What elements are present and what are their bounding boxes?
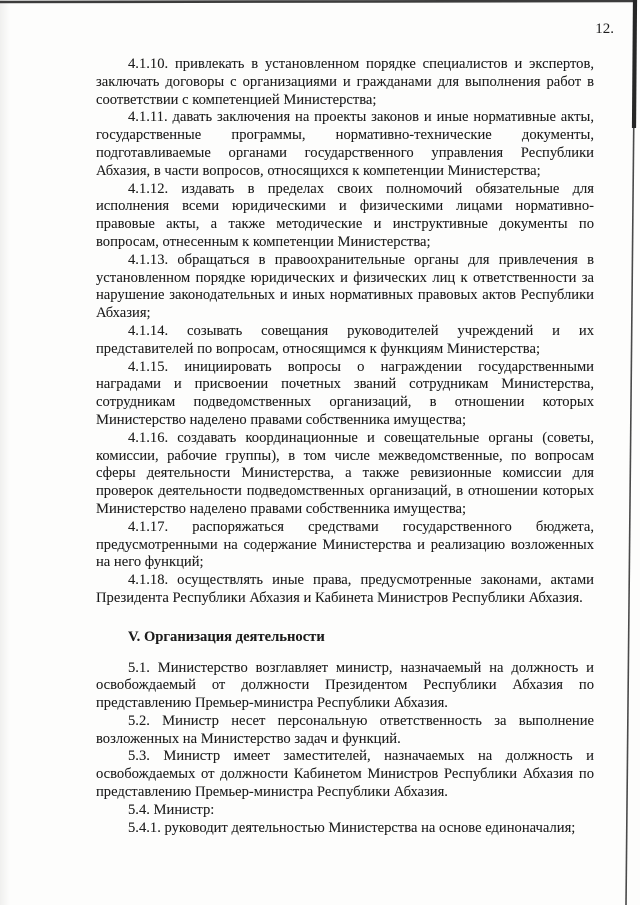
paragraph-4-1-13: 4.1.13. обращаться в правоохранительные органы для привлечения в установленном порядке юридических и физических лиц к ответственности за нарушение законодательных и иных нормативных правовых актов Республики Абхазия; [96,251,594,322]
scan-left-edge-shade [0,0,10,905]
page-number: 12. [595,21,614,37]
paragraph-4-1-14: 4.1.14. созывать совещания руководителей учреждений и их представителей по вопросам, относящимся к функциям Министерства; [96,322,594,357]
paragraph-4-1-11: 4.1.11. давать заключения на проекты законов и иные нормативные акты, государственные программы, нормативно-технические документы, подготавливаемые органами государственного управления Республики Абхазия, в части вопросов, относящихся к компетенции Министерства; [96,109,594,179]
paragraph-5-2: 5.2. Министр несет персональную ответственность за выполнение возложенных на Министерство задач и функций. [96,712,594,747]
scan-artifact-right-line-dark-top [634,0,635,128]
paragraph-5-3: 5.3. Министр имеет заместителей, назначаемых на должность и освобождаемых от должности Кабинетом Министров Республики Абхазия по представлению Премьер-министра Республики Абхазия. [96,748,594,801]
paragraph-5-4-1: 5.4.1. руководит деятельностью Министерства на основе единоначалия; [128,819,576,836]
document-body [96,56,594,837]
scan-artifact-right-line [626,0,635,905]
paragraph-4-1-10: 4.1.10. привлекать в установленном порядке специалистов и экспертов, заключать договоры с организациями и гражданами для выполнения работ в соответствии с компетенцией Министерства; [96,56,594,108]
paragraph-4-1-16: 4.1.16. создавать координационные и совещательные органы (советы, комиссии, рабочие группы), в том числе межведомственные, по вопросам сферы деятельности Министерства, а также ревизионные комиссии для проверок деятельности подведомственных организаций, в отношении которых Министерство наделено правами собственника имущества; [96,429,594,517]
paragraph-4-1-17: 4.1.17. распоряжаться средствами государственного бюджета, предусмотренными на содержание Министерства и реализацию возложенных на него функций; [96,518,594,571]
section-heading-v: V. Организация деятельности [128,628,325,645]
paragraph-4-1-18: 4.1.18. осуществлять иные права, предусмотренные законами, актами Президента Республики Абхазия и Кабинета Министров Республики Абхазия. [96,572,594,606]
paragraph-4-1-12: 4.1.12. издавать в пределах своих полномочий обязательные для исполнения всеми юридическими и физическими лицами нормативно-правовые акты, а также методические и инструктивные документы по вопросам, отнесенным к компетенции Министерства; [96,180,594,250]
scan-artifact-top-line [0,1,634,2]
paragraph-4-1-15: 4.1.15. инициировать вопросы о награждении государственными наградами и присвоении почетных званий сотрудникам Министерства, сотрудникам подведомственных организаций, в отношении которых Министерство наделено правами собственника имущества; [96,358,594,428]
paragraph-5-4: 5.4. Министр: [128,801,215,818]
paragraph-5-1: 5.1. Министерство возглавляет министр, назначаемый на должность и освобождаемый от должности Президентом Республики Абхазия по представлению Премьер-министра Республики Абхазия. [96,659,594,712]
